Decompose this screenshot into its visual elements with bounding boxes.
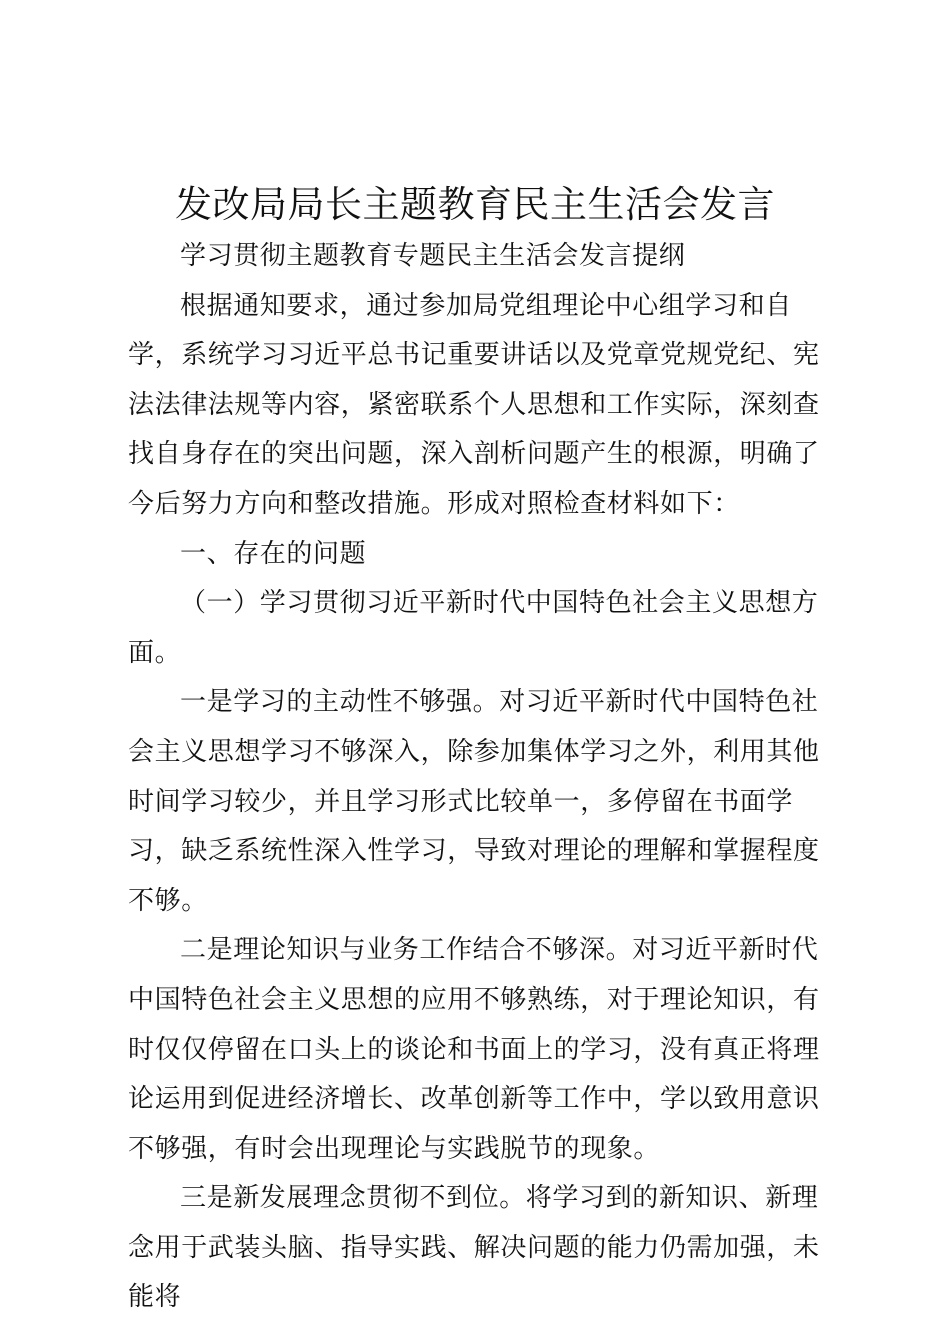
document-title: 发改局局长主题教育民主生活会发言 [175, 183, 775, 226]
paragraph-intro: 根据通知要求，通过参加局党组理论中心组学习和自学，系统学习习近平总书记重要讲话以及党章党规党纪、宪法法律法规等内容，紧密联系个人思想和工作实际，深刻查找自身存在的突出问题，深入剖析问题产生的根源，明确了今后努力方向和整改措施。形成对照检查材料如下： [128, 290, 820, 519]
section-heading-problems: 一、存在的问题 [180, 538, 367, 569]
paragraph-point-two: 二是理论知识与业务工作结合不够深。对习近平新时代中国特色社会主义思想的应用不够熟练，对于理论知识，有时仅仅停留在口头上的谈论和书面上的学习，没有真正将理论运用到促进经济增长、改革创新等工作中，学以致用意识不够强，有时会出现理论与实践脱节的现象。 [128, 935, 820, 1164]
paragraph-point-one: 一是学习的主动性不够强。对习近平新时代中国特色社会主义思想学习不够深入，除参加集体学习之外，利用其他时间学习较少，并且学习形式比较单一，多停留在书面学习，缺乏系统性深入性学习，导致对理论的理解和掌握程度不够。 [128, 687, 820, 916]
document-subtitle: 学习贯彻主题教育专题民主生活会发言提纲 [180, 241, 686, 271]
document-body [128, 232, 834, 1323]
paragraph-point-three: 三是新发展理念贯彻不到位。将学习到的新知识、新理念用于武装头脑、指导实践、解决问题的能力仍需加强，未能将 [128, 1183, 820, 1313]
subsection-heading-study: （一）学习贯彻习近平新时代中国特色社会主义思想方面。 [128, 588, 819, 668]
